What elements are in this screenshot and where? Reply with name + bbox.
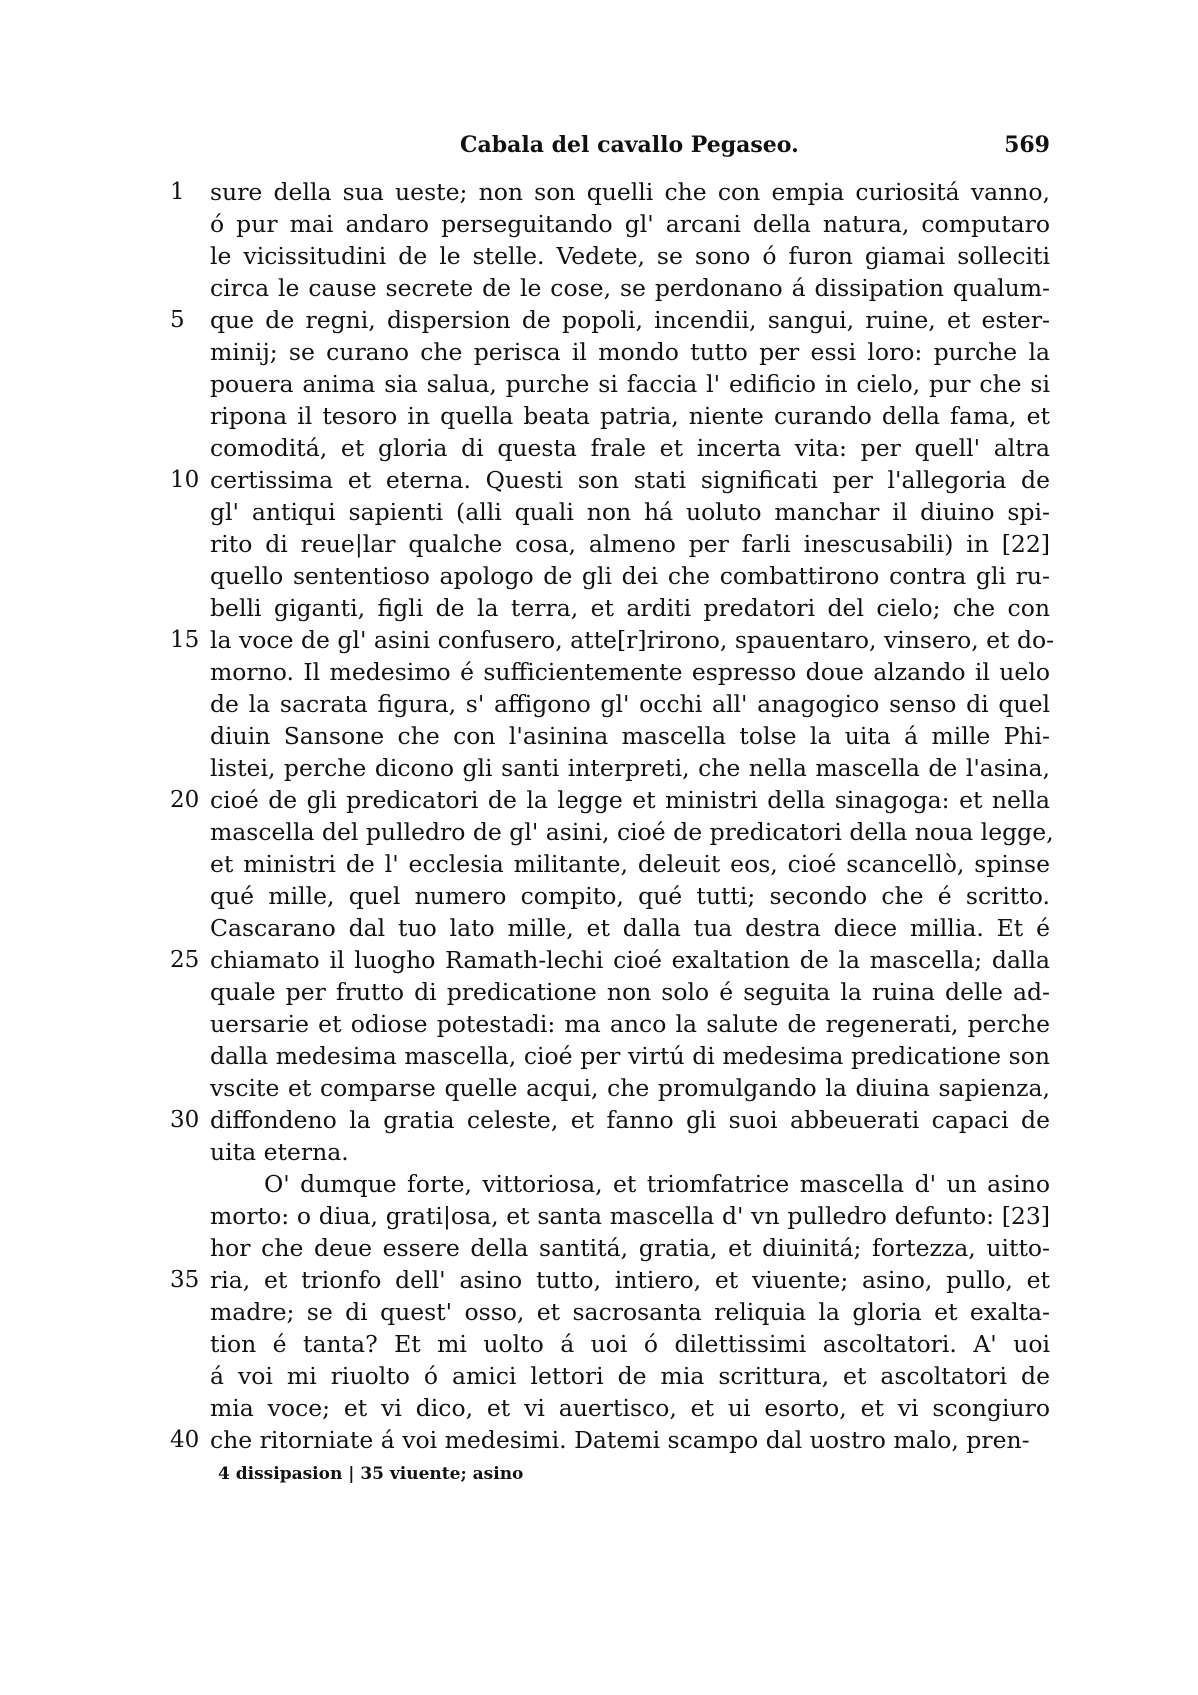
- running-title: Cabala del cavallo Pegaseo.: [460, 132, 799, 158]
- line-text: O' dumque forte, vittoriosa, et triomfatrice mascella d' un asino: [264, 1170, 1050, 1198]
- text-line: [210, 1136, 1050, 1168]
- line-number: 35: [170, 1267, 200, 1293]
- line-text: certissima et eterna. Questi son stati significati per l'allegoria de: [210, 466, 1050, 494]
- line-text: que de regni, dispersion de popoli, incendii, sangui, ruine, et ester-: [210, 306, 1050, 334]
- line-text: minij; se curano che perisca il mondo tutto per essi loro: purche la: [210, 338, 1050, 366]
- page-header: [460, 132, 1050, 162]
- line-text: dalla medesima mascella, cioé per virtú di medesima predicatione son: [210, 1042, 1050, 1070]
- line-text: rito di reue|lar qualche cosa, almeno per farli inescusabili) in [22]: [210, 530, 1050, 558]
- line-text: mia voce; et vi dico, et vi auertisco, et ui esorto, et vi scongiuro: [210, 1394, 1050, 1422]
- text-line: [210, 1392, 1050, 1424]
- line-number: 20: [170, 787, 200, 813]
- text-line: [170, 176, 1050, 208]
- line-text: belli giganti, figli de la terra, et arditi predatori del cielo; che con: [210, 594, 1050, 622]
- line-text: de la sacrata figura, s' affigono gl' occhi all' anagogico senso di quel: [210, 690, 1050, 718]
- text-line: [170, 1424, 1050, 1456]
- text-line: [210, 240, 1050, 272]
- line-number: 30: [170, 1107, 200, 1133]
- line-number: 5: [170, 307, 185, 333]
- line-number: 1: [170, 179, 185, 205]
- line-text: tion é tanta? Et mi uolto á uoi ó dilettissimi ascoltatori. A' uoi: [210, 1330, 1050, 1358]
- text-line: [210, 496, 1050, 528]
- text-line: [170, 944, 1050, 976]
- text-line: [210, 656, 1050, 688]
- line-text: mascella del pulledro de gl' asini, cioé de predicatori della noua legge,: [210, 818, 1054, 846]
- text-line: [210, 752, 1050, 784]
- line-text: sure della sua ueste; non son quelli che con empia curiositá vanno,: [210, 178, 1050, 206]
- text-line: [170, 304, 1050, 336]
- line-text: listei, perche dicono gli santi interpreti, che nella mascella de l'asina,: [210, 754, 1050, 782]
- line-text: Cascarano dal tuo lato mille, et dalla tua destra diece millia. Et é: [210, 914, 1050, 942]
- line-text: la voce de gl' asini confusero, atte[r]rirono, spauentaro, vinsero, et do-: [210, 626, 1055, 654]
- text-line: [210, 1360, 1050, 1392]
- text-line: [170, 1264, 1050, 1296]
- text-line: [210, 1232, 1050, 1264]
- line-text: qué mille, quel numero compito, qué tutti; secondo che é scritto.: [210, 882, 1050, 910]
- line-text: morto: o diua, grati|osa, et santa mascella d' vn pulledro defunto: [23]: [210, 1202, 1050, 1230]
- text-line: [210, 1072, 1050, 1104]
- text-line: [210, 336, 1050, 368]
- line-text: circa le cause secrete de le cose, se perdonano á dissipation qualum-: [210, 274, 1050, 302]
- line-text: quello sententioso apologo de gli dei che combattirono contra gli ru-: [210, 562, 1050, 590]
- line-text: á voi mi riuolto ó amici lettori de mia scrittura, et ascoltatori de: [210, 1362, 1050, 1390]
- text-line: [210, 272, 1050, 304]
- line-text: hor che deue essere della santitá, gratia, et diuinitá; fortezza, uitto-: [210, 1234, 1050, 1262]
- text-line: [210, 816, 1054, 848]
- text-line: [210, 1040, 1050, 1072]
- line-text: diffondeno la gratia celeste, et fanno gli suoi abbeuerati capaci de: [210, 1106, 1050, 1134]
- text-line: [210, 400, 1050, 432]
- line-text: ó pur mai andaro perseguitando gl' arcani della natura, computaro: [210, 210, 1050, 238]
- line-text: le vicissitudini de le stelle. Vedete, se sono ó furon giamai solleciti: [210, 242, 1050, 270]
- line-text: diuin Sansone che con l'asinina mascella tolse la uita á mille Phi-: [210, 722, 1050, 750]
- line-text: ria, et trionfo dell' asino tutto, intiero, et viuente; asino, pullo, et: [210, 1266, 1050, 1294]
- text-line: [210, 1200, 1050, 1232]
- text-line: [210, 1168, 1050, 1200]
- text-line: [210, 976, 1050, 1008]
- line-text: cioé de gli predicatori de la legge et ministri della sinagoga: et nella: [210, 786, 1050, 814]
- text-line: [210, 528, 1050, 560]
- text-line: [210, 368, 1050, 400]
- line-text: ripona il tesoro in quella beata patria, niente curando della fama, et: [210, 402, 1050, 430]
- text-line: [210, 560, 1050, 592]
- text-line: [170, 624, 1055, 656]
- text-line: [210, 208, 1050, 240]
- line-text: che ritorniate á voi medesimi. Datemi scampo dal uostro malo, pren-: [210, 1426, 1030, 1454]
- body-text: [170, 176, 1055, 1456]
- text-line: [210, 848, 1050, 880]
- text-line: [210, 912, 1050, 944]
- line-text: uita eterna.: [210, 1138, 349, 1166]
- text-line: [170, 784, 1050, 816]
- line-text: pouera anima sia salua, purche si faccia l' edificio in cielo, pur che si: [210, 370, 1050, 398]
- line-text: vscite et comparse quelle acqui, che promulgando la diuina sapienza,: [210, 1074, 1050, 1102]
- page-number: 569: [1004, 132, 1050, 158]
- text-line: [210, 720, 1050, 752]
- line-text: uersarie et odiose potestadi: ma anco la salute de regenerati, perche: [210, 1010, 1050, 1038]
- text-line: [210, 432, 1050, 464]
- line-text: gl' antiqui sapienti (alli quali non há uoluto manchar il diuino spi-: [210, 498, 1050, 526]
- line-text: comoditá, et gloria di questa frale et incerta vita: per quell' altra: [210, 434, 1050, 462]
- line-text: madre; se di quest' osso, et sacrosanta reliquia la gloria et exalta-: [210, 1298, 1050, 1326]
- text-line: [210, 688, 1050, 720]
- line-text: et ministri de l' ecclesia militante, deleuit eos, cioé scancellò, spinse: [210, 850, 1050, 878]
- text-line: [210, 592, 1050, 624]
- text-line: [210, 880, 1050, 912]
- line-number: 40: [170, 1427, 200, 1453]
- text-line: [170, 464, 1050, 496]
- text-line: [210, 1008, 1050, 1040]
- line-text: quale per frutto di predicatione non solo é seguita la ruina delle ad-: [210, 978, 1050, 1006]
- text-line: [170, 1104, 1050, 1136]
- line-number: 15: [170, 627, 200, 653]
- line-number: 25: [170, 947, 200, 973]
- text-line: [210, 1328, 1050, 1360]
- text-line: [210, 1296, 1050, 1328]
- critical-apparatus: 4 dissipasion | 35 viuente; asino: [218, 1464, 524, 1484]
- line-number: 10: [170, 467, 200, 493]
- line-text: morno. Il medesimo é sufficientemente espresso doue alzando il uelo: [210, 658, 1050, 686]
- line-text: chiamato il luogho Ramath-lechi cioé exaltation de la mascella; dalla: [210, 946, 1050, 974]
